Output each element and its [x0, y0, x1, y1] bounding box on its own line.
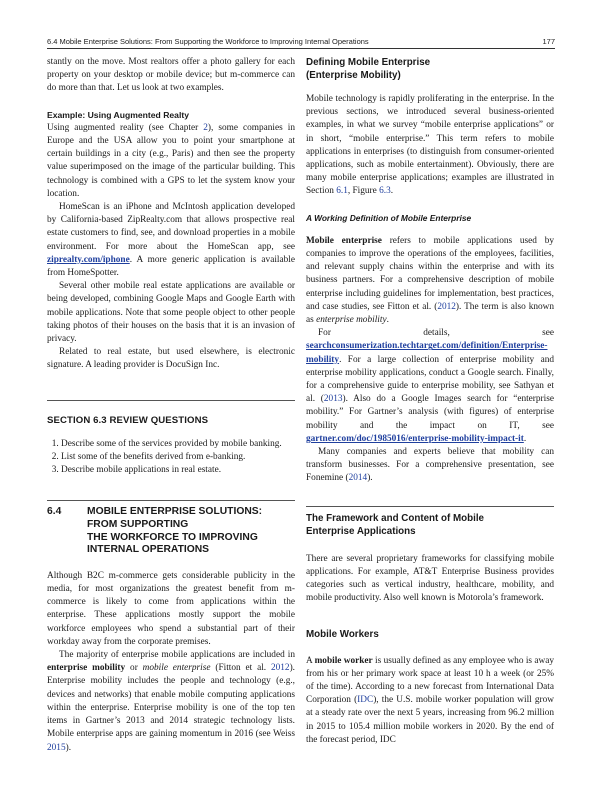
- section-title-line: MOBILE ENTERPRISE SOLUTIONS:: [87, 506, 263, 518]
- paragraph: Related to real estate, but used elsewhere, is electronic signature. A leading provider is DocuSign Inc.: [47, 347, 295, 371]
- header-rule: [47, 48, 555, 49]
- citation-link[interactable]: 2012: [270, 663, 290, 674]
- paragraph: A mobile worker is usually defined as any employee who is away from his or her primary work space at least 10 h a week (or 25% of the time). According to a new forecast from International Data Corporation (IDC), the U.S. mobile worker population will grow at a steady rate over the next 5 years, increasing from 96.2 million in 2015 to 105.4 million mobile workers in 2020. By the end of the forecast period, IDC: [306, 655, 554, 745]
- section-title-line: INTERNAL OPERATIONS: [87, 544, 210, 556]
- paragraph: Mobile technology is rapidly proliferating in the enterprise. In the previous sections, we introduced several business-oriented examples, in what we survey “mobile enterprise applications” or in short, “mobile enterprise.” This term refers to mobile applications in enterprises (to distinguish from consumer-oriented applications, such as mobile entertainment). Obviously, there are many mobile enterprise applications; examples are illustrated in Section 6.1, Figure 6.3.: [306, 94, 554, 197]
- list-item: 2. List some of the benefits derived from e-banking.: [61, 451, 295, 464]
- paragraph: There are several proprietary frameworks for classifying mobile applications. For example, AT&T Enterprise Business provides categories such as vertical industry, healthcare, mobility, and mobile productivity. Also well known is Motorola’s framework.: [306, 553, 554, 604]
- term-mobile-enterprise: mobile enterprise: [142, 663, 211, 674]
- techtarget-link[interactable]: searchconsumerization.techtarget.com/definition/Enterprise-mobility: [306, 341, 548, 365]
- paragraph: Although B2C m-commerce gets considerable publicity in the media, for most organizations the greatest benefit from m-commerce is likely to come from applications within the enterprise. These applications mostly support the mobile workforce employees who spend a substantial part of their workday away from the corporate premises.: [47, 570, 295, 647]
- ziprealty-link[interactable]: ziprealty.com/iphone: [47, 254, 130, 265]
- page-number: 177: [542, 37, 555, 46]
- heading-defining-mobile-enterprise: Defining Mobile Enterprise (Enterprise Mobility): [306, 57, 431, 81]
- citation-link[interactable]: 2014: [348, 473, 368, 484]
- section-link[interactable]: 6.1: [336, 186, 348, 197]
- subheading-working-definition: A Working Definition of Mobile Enterprise: [306, 212, 472, 223]
- term-mobile-worker: mobile worker: [314, 655, 373, 666]
- section-title-line: THE WORKFORCE TO IMPROVING: [87, 531, 258, 543]
- citation-link[interactable]: 2013: [323, 394, 343, 405]
- idc-link[interactable]: IDC: [357, 695, 374, 706]
- heading-framework: The Framework and Content of Mobile Enterprise Applications: [306, 512, 484, 537]
- gartner-link[interactable]: gartner.com/doc/1985016/enterprise-mobility-impact-it: [306, 433, 524, 444]
- list-item: 3. Describe mobile applications in real estate.: [61, 464, 295, 477]
- paragraph: Several other mobile real estate applications are available or being developed, combining Google Maps and Google Earth with mobile applications. Note that some people object to other people taking photos of their houses on the basis that it is an invasion of privacy.: [47, 281, 295, 345]
- section-6-4-box: [47, 500, 295, 556]
- example-heading: Example: Using Augmented Realty: [47, 109, 189, 120]
- term-mobile-enterprise: Mobile enterprise: [306, 235, 382, 246]
- section-heading: [47, 506, 295, 556]
- review-questions-list: [47, 438, 295, 478]
- paragraph: stantly on the move. Most realtors offer a photo gallery for each property on your desktop or mobile device; but m-commerce can do more than that. Let us look at two examples.: [47, 57, 295, 94]
- citation-link[interactable]: 2012: [437, 301, 456, 312]
- list-item: 1. Describe some of the services provided by mobile banking.: [61, 438, 295, 451]
- framework-section-box: [306, 506, 554, 538]
- paragraph: Many companies and experts believe that mobility can transform businesses. For a comprehensive presentation, see Fonemine (2014).: [306, 447, 554, 484]
- paragraph: The majority of enterprise mobile applications are included in enterprise mobility or mobile enterprise (Fitton et al. 2012). Enterprise mobility includes the people and technology (e.g., devices and networks) that enable mobile computing applications within the enterprise. Enterprise mobility is one of the top ten items in Gartner’s 2013 and 2014 strategic technology lists. Mobile enterprise apps are gaining momentum in 2016 (see Weiss 2015).: [47, 650, 295, 753]
- heading-mobile-workers: Mobile Workers: [306, 628, 379, 640]
- section-title-line: FROM SUPPORTING: [87, 519, 189, 531]
- running-head-title: 6.4 Mobile Enterprise Solutions: From Supporting the Workforce to Improving Internal Operations: [47, 37, 369, 46]
- paragraph: For details, see searchconsumerization.techtarget.com/definition/Enterprise-mobility. For a large collection of enterprise mobility and enterprise mobility applications, conduct a Google search. Finally, for a comprehensive guide to enterprise mobility, see Sathyan et al. (2013). Also do a Google Images search for “enterprise mobility.” For Gartner’s analysis (with figures) of enterprise mobility and the impact on IT, see gartner.com/doc/1985016/enterprise-mobility-impact-it.: [306, 328, 554, 444]
- citation-link[interactable]: 2015: [47, 742, 66, 753]
- section-number: 6.4: [47, 506, 62, 518]
- paragraph: Mobile enterprise refers to mobile applications used by companies to improve the operations of the employees, facilities, and relevant supply chains within the enterprise and with its business partners. For a comprehensive description of mobile enterprise including guidelines for implementation, best practices, and case studies, see Fitton et al. (2012). The term is also known as enterprise mobility.: [306, 235, 555, 326]
- term-enterprise-mobility: enterprise mobility: [47, 663, 126, 674]
- paragraph: Using augmented reality (see Chapter 2), some companies in Europe and the USA allow you to point your smartphone at certain buildings in a city (e.g., Paris) and then see the property value superimposed on the image of the particular building. This technology is combined with a GPS to let the system know your location.: [47, 122, 295, 199]
- figure-link[interactable]: 6.3: [379, 186, 391, 197]
- left-column: [47, 56, 295, 755]
- chapter-link[interactable]: 2: [203, 122, 208, 133]
- paragraph: HomeScan is an iPhone and McIntosh application developed by California-based ZipRealty.com that allows prospective real estate customers to find, see, and download properties in a mobile environment. For more about the HomeScan app, see ziprealty.com/iphone. A more generic application is available from HomeSpotter.: [47, 202, 295, 279]
- right-column: [306, 56, 554, 747]
- review-questions-box: [47, 400, 295, 478]
- review-questions-title: SECTION 6.3 REVIEW QUESTIONS: [47, 414, 209, 426]
